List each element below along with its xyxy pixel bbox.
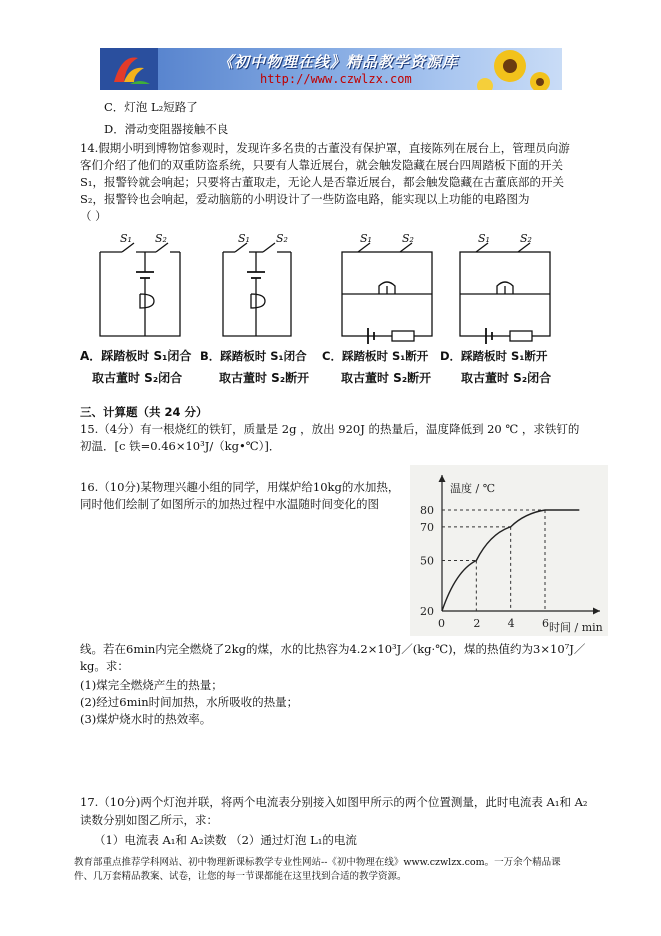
q16-sub3: (3)煤炉烧水时的热效率。	[80, 712, 212, 726]
q13-option-d: D．滑动变阻器接触不良	[104, 122, 229, 136]
circuit-a-s2-label: S₂	[155, 232, 167, 245]
chart-x-tick-label: 6	[542, 617, 549, 630]
q14-line5: （ ）	[80, 209, 107, 223]
chart-x-tick-label: 0	[438, 617, 445, 630]
circuit-d-s1-label: S₁	[478, 232, 490, 245]
q16-sub2: (2)经过6min时间加热，水所吸收的热量；	[80, 695, 299, 709]
caption-a-line2: 取古董时 S₂闭合	[92, 371, 183, 385]
q16-sub1: (1)煤完全燃烧产生的热量；	[80, 678, 223, 692]
circuit-d	[460, 243, 550, 344]
q17-line3: （1）电流表 A₁和 A₂读数 （2）通过灯泡 L₁的电流	[94, 833, 357, 847]
circuit-b-s1-label: S₁	[238, 232, 250, 245]
circuit-c-s1-label: S₁	[360, 232, 372, 245]
circuit-c	[342, 243, 432, 344]
circuit-a	[100, 243, 180, 336]
caption-b-line2: 取古董时 S₂断开	[219, 371, 310, 385]
circuit-b	[223, 243, 291, 336]
q16-line2: 同时他们绘制了如图所示的加热过程中水温随时间变化的图	[80, 497, 379, 511]
chart-y-tick-label: 20	[420, 605, 434, 618]
q14-line1: 14.假期小明到博物馆参观时，发现许多名贵的古董没有保护罩，直接陈列在展台上，管理员向游	[80, 141, 570, 155]
circuit-b-s2-label: S₂	[276, 232, 288, 245]
q16-line1: 16.（10分)某物理兴趣小组的同学，用煤炉给10kg的水加热，	[80, 480, 400, 494]
chart-y-tick-label: 70	[420, 520, 434, 534]
footer-line2: 件、几万套精品教案、试卷，让您的每一节课都能在这里找到合适的教学资源。	[74, 871, 407, 882]
q13-option-c: C．灯泡 L₂短路了	[104, 100, 198, 114]
caption-c-line1: C．踩踏板时 S₁断开	[322, 349, 429, 363]
temperature-chart	[410, 465, 608, 636]
banner-url[interactable]: http://www.czwlzx.com	[260, 72, 412, 86]
q17-line1: 17.（10分)两个灯泡并联，将两个电流表分别接入如图甲所示的两个位置测量，此时电流表 A₁和 A₂	[80, 795, 588, 809]
header-banner	[100, 48, 562, 90]
chart-x-tick-label: 4	[507, 617, 515, 630]
chart-y-tick-label: 50	[420, 554, 434, 568]
q17-line2: 读数分别如图乙所示，求：	[80, 813, 218, 827]
caption-c-line2: 取古董时 S₂断开	[341, 371, 432, 385]
footer-line1: 教育部重点推荐学科网站、初中物理新课标教学专业性网站--《初中物理在线》www.czwlzx.com。一万余个精品课	[74, 857, 561, 868]
q16-line3: 线。若在6min内完全燃烧了2kg的煤，水的比热容为4.2×10³J／(kg·℃)，煤的热值约为3×10⁷J／	[80, 642, 586, 656]
q14-line4: S₂，报警铃也会响起，爱动脑筋的小明设计了一些防盗电路，能实现以上功能的电路图为	[80, 192, 530, 206]
chart-x-tick-label: 2	[473, 617, 481, 630]
caption-d-line2: 取古董时 S₂闭合	[461, 371, 552, 385]
q14-circuit-diagrams	[80, 228, 570, 346]
circuit-a-s1-label: S₁	[120, 232, 132, 245]
q14-line3: S₁，报警铃就会响起；只要将古董取走，无论人是否靠近展台，都会触发隐藏在古董底部的开关	[80, 175, 564, 189]
q16-line4: kg。求：	[80, 659, 129, 673]
chart-y-tick-label: 80	[420, 504, 434, 517]
circuit-c-s2-label: S₂	[402, 232, 414, 245]
chart-y-label: 温度 / ℃	[450, 482, 496, 495]
section-3-title: 三、计算题（共 24 分）	[80, 405, 208, 419]
caption-d-line1: D．踩踏板时 S₁断开	[440, 349, 548, 363]
q14-line2: 客们介绍了他们的双重防盗系统，只要有人靠近展台，就会触发隐藏在展台四周踏板下面的开关	[80, 158, 563, 172]
circuit-d-s2-label: S₂	[520, 232, 532, 245]
banner-title: 《初中物理在线》精品教学资源库	[218, 53, 459, 71]
caption-b-line1: B．踩踏板时 S₁闭合	[200, 349, 307, 363]
caption-a-line1: A．踩踏板时 S₁闭合	[80, 349, 192, 363]
q15-line2: 初温．[c 铁=0.46×10³J/（kg•℃）]．	[80, 439, 281, 453]
q15-line1: 15.（4分）有一根烧红的铁钉，质量是 2g ，放出 920J 的热量后，温度降低到 20 ℃ ，求铁钉的	[80, 422, 580, 436]
chart-x-label: 时间 / min	[549, 621, 603, 634]
